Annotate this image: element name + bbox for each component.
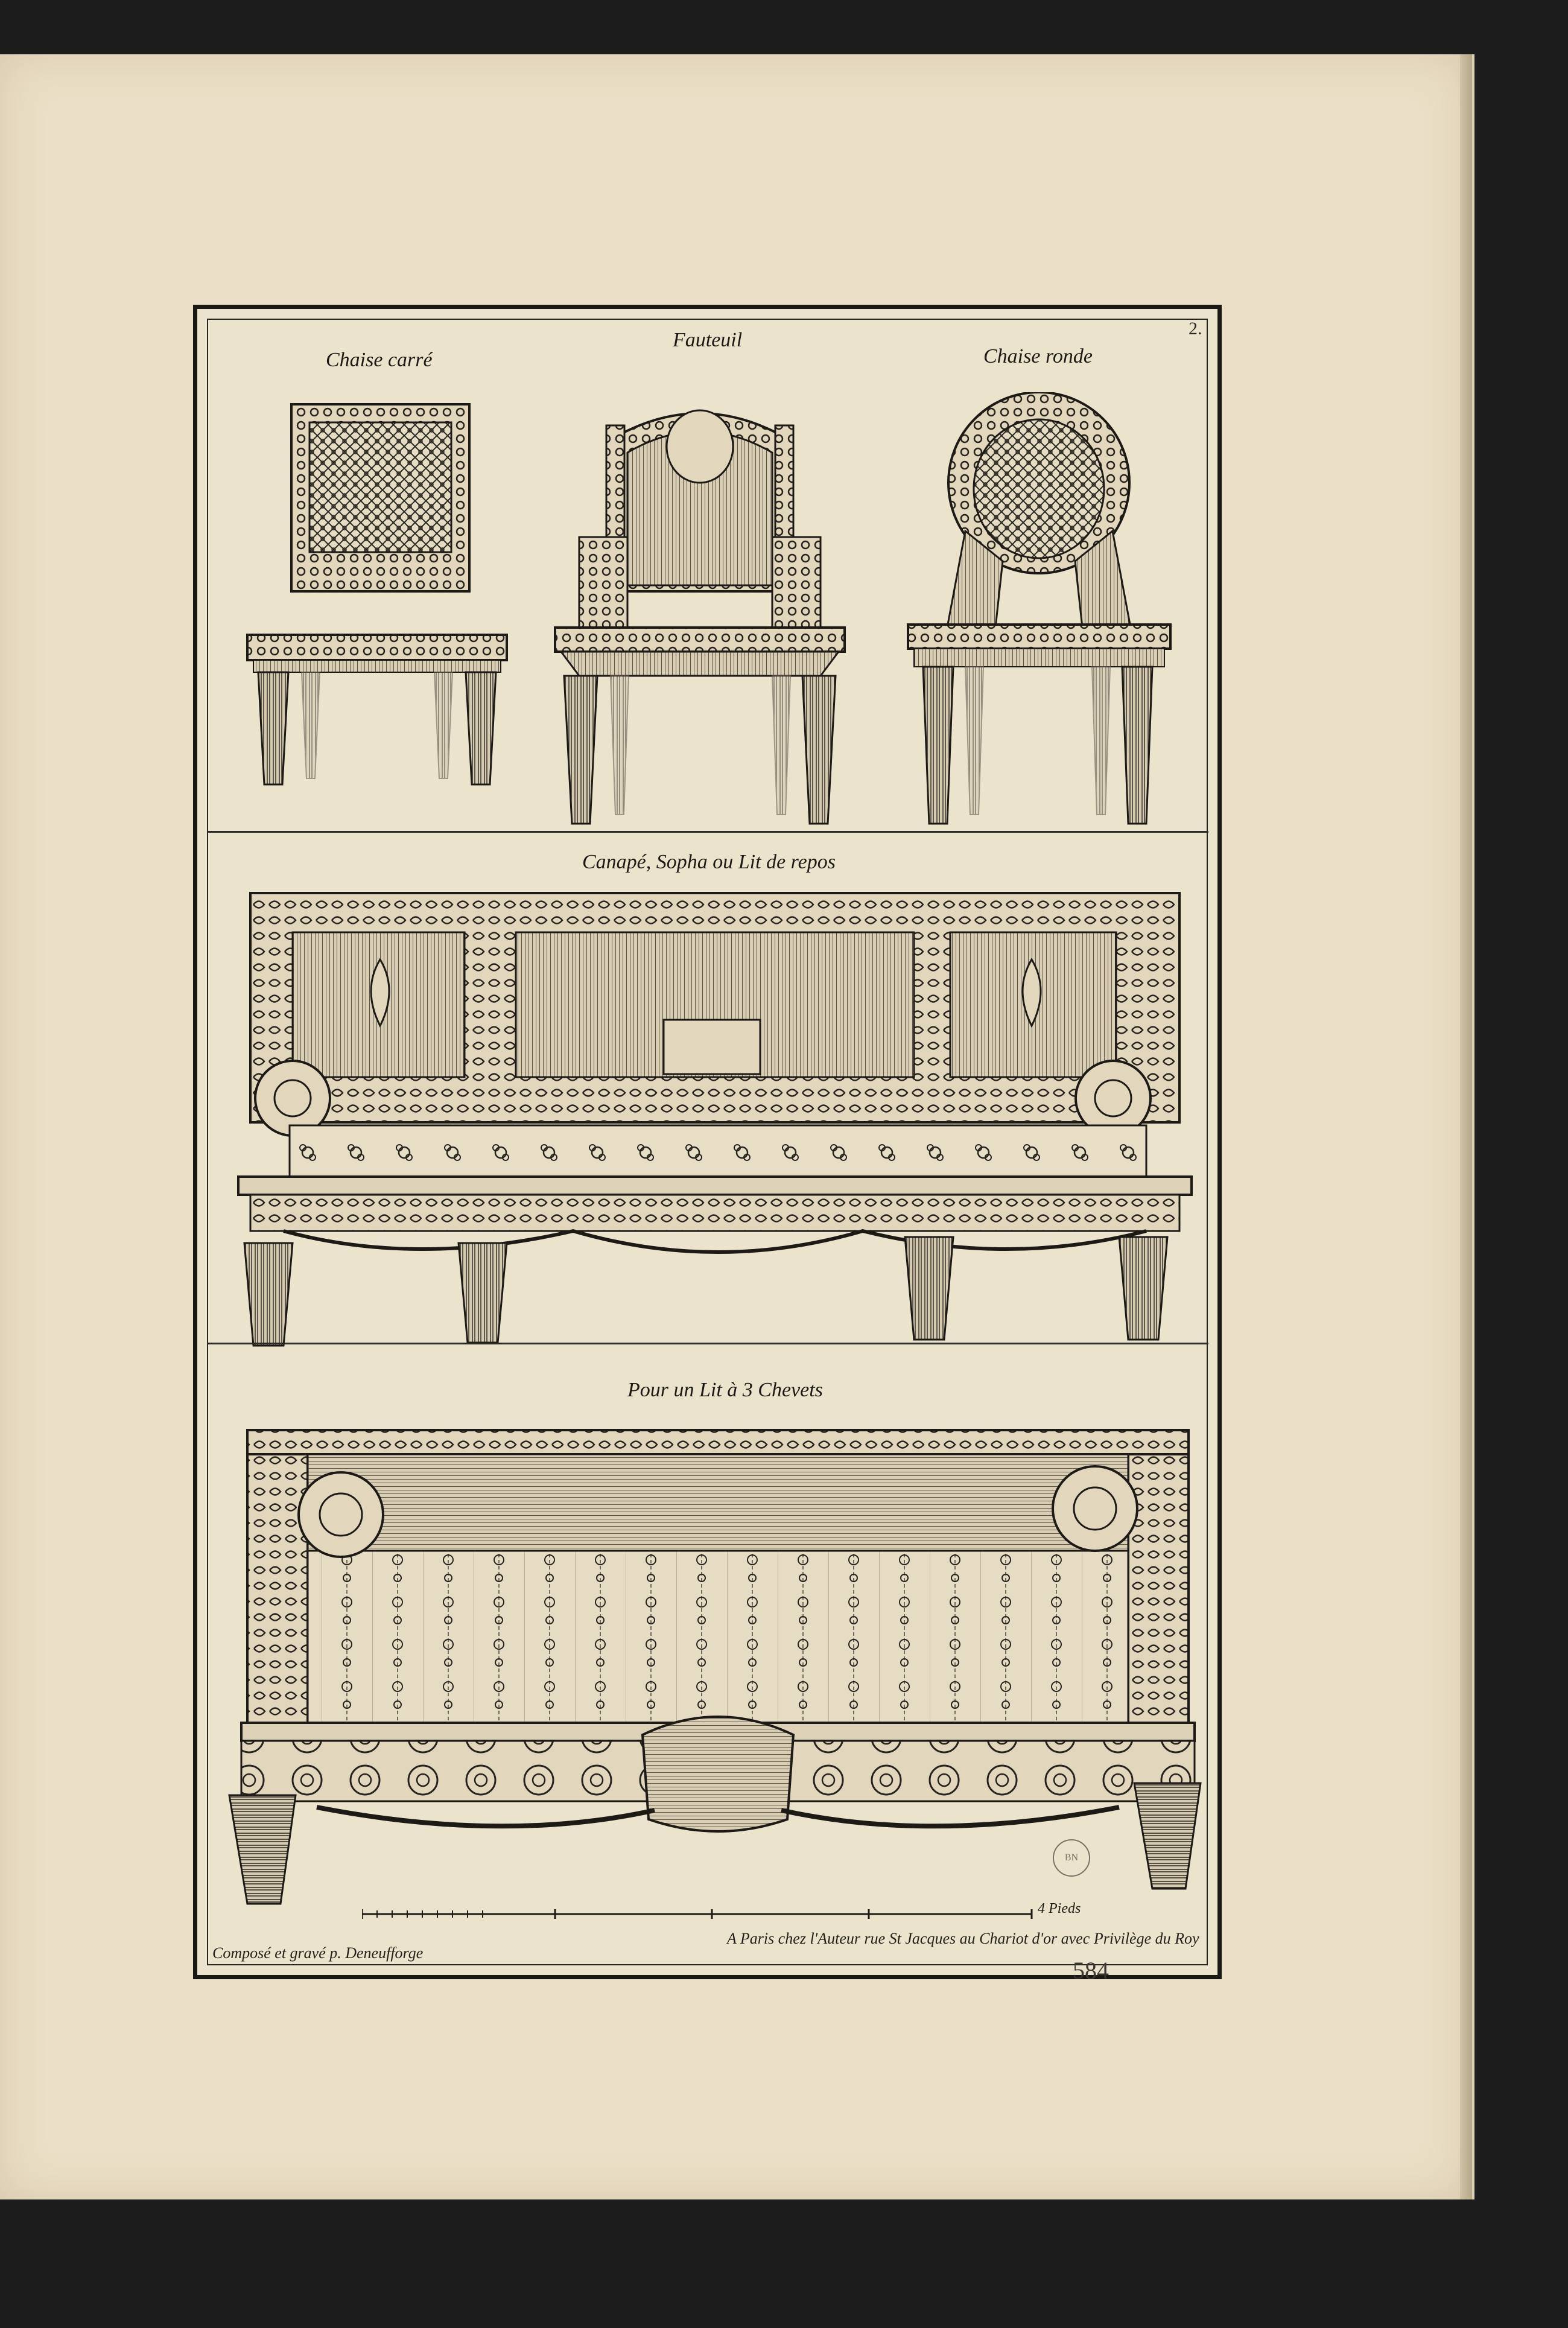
chairs-illustration xyxy=(241,392,1189,833)
caption-armchair: Fauteuil xyxy=(673,329,743,351)
plate-number: 2. xyxy=(1189,319,1202,339)
caption-bed: Pour un Lit à 3 Chevets xyxy=(627,1379,823,1401)
publisher-credit: A Paris chez l'Auteur rue St Jacques au Chariot d'or avec Privilège du Roy xyxy=(727,1930,1199,1947)
scale-bar xyxy=(362,1901,1056,1925)
page-number: 584 xyxy=(1073,1957,1109,1984)
library-stamp: BN xyxy=(1053,1839,1090,1877)
divider-rule-2 xyxy=(207,1343,1208,1344)
sofa-illustration xyxy=(235,881,1195,1352)
caption-sofa: Canapé, Sopha ou Lit de repos xyxy=(582,851,836,873)
caption-square-chair: Chaise carré xyxy=(326,349,433,371)
round-chair-drawing xyxy=(908,392,1170,824)
square-chair-drawing xyxy=(247,404,507,784)
scale-label: 4 Pieds xyxy=(1038,1901,1081,1916)
page-edge xyxy=(1460,54,1472,2199)
armchair-drawing xyxy=(555,410,845,824)
divider-rule-1 xyxy=(207,831,1208,833)
caption-round-chair: Chaise ronde xyxy=(983,345,1093,367)
engraver-credit: Composé et gravé p. Deneufforge xyxy=(212,1944,424,1962)
